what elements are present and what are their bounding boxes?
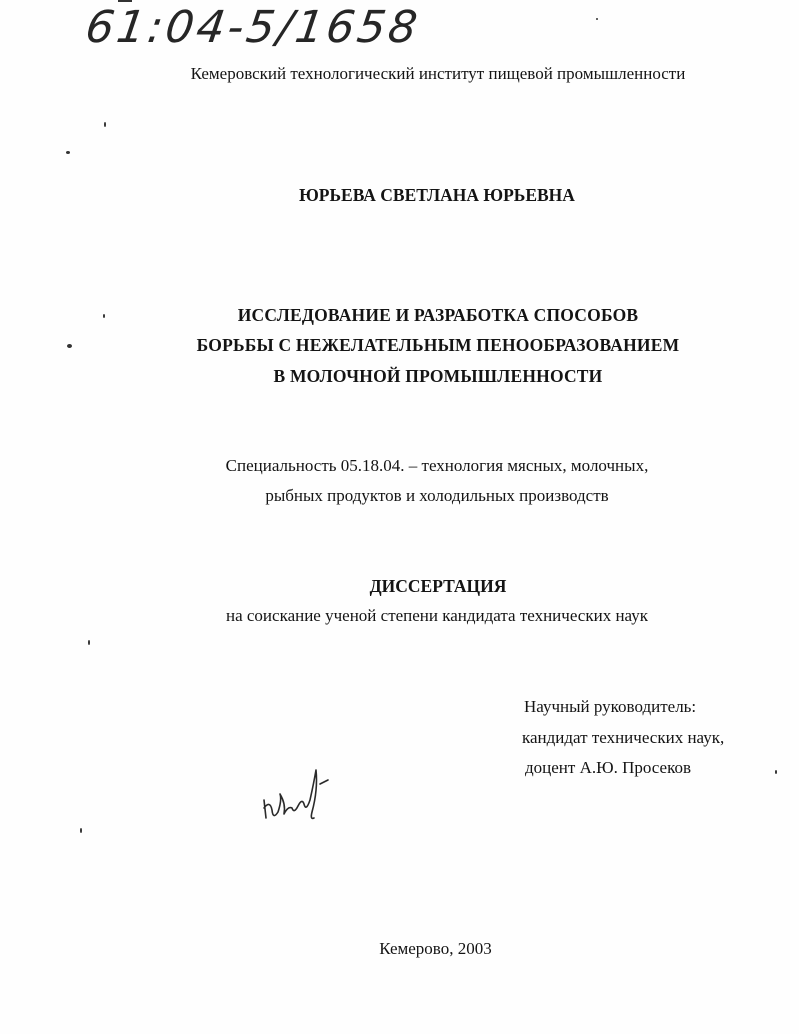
- supervisor-name: доцент А.Ю. Просеков: [525, 758, 691, 777]
- scan-speck: [775, 770, 777, 774]
- scan-speck: [66, 151, 70, 154]
- scan-speck: [80, 828, 82, 833]
- supervisor-label: Научный руководитель:: [524, 697, 697, 716]
- specialty-line-2: рыбных продуктов и холодильных производств: [265, 486, 609, 505]
- author-name: ЮРЬЕВА СВЕТЛАНА ЮРЬЕВНА: [299, 185, 575, 205]
- scan-speck: [67, 344, 72, 348]
- title-line-3: В МОЛОЧНОЙ ПРОМЫШЛЕННОСТИ: [273, 366, 603, 386]
- scan-speck: [88, 640, 90, 645]
- scan-speck: [103, 314, 105, 318]
- institute-name: Кемеровский технологический институт пищевой промышленности: [190, 64, 686, 83]
- scan-speck: [596, 18, 598, 20]
- dissertation-subtitle: на соискание ученой степени кандидата технических наук: [225, 606, 648, 625]
- supervisor-degree: кандидат технических наук,: [522, 728, 725, 747]
- title-line-1: ИССЛЕДОВАНИЕ И РАЗРАБОТКА СПОСОБОВ: [237, 305, 639, 325]
- archive-code: 61:04-5/1658: [82, 2, 424, 53]
- specialty-line-1: Специальность 05.18.04. – технология мясных, молочных,: [225, 456, 649, 475]
- city-year: Кемерово, 2003: [379, 939, 492, 958]
- scan-speck: [104, 122, 106, 127]
- title-line-2: БОРЬБЫ С НЕЖЕЛАТЕЛЬНЫМ ПЕНООБРАЗОВАНИЕМ: [196, 335, 680, 355]
- dissertation-heading: ДИССЕРТАЦИЯ: [369, 576, 507, 596]
- author-signature: [258, 760, 338, 830]
